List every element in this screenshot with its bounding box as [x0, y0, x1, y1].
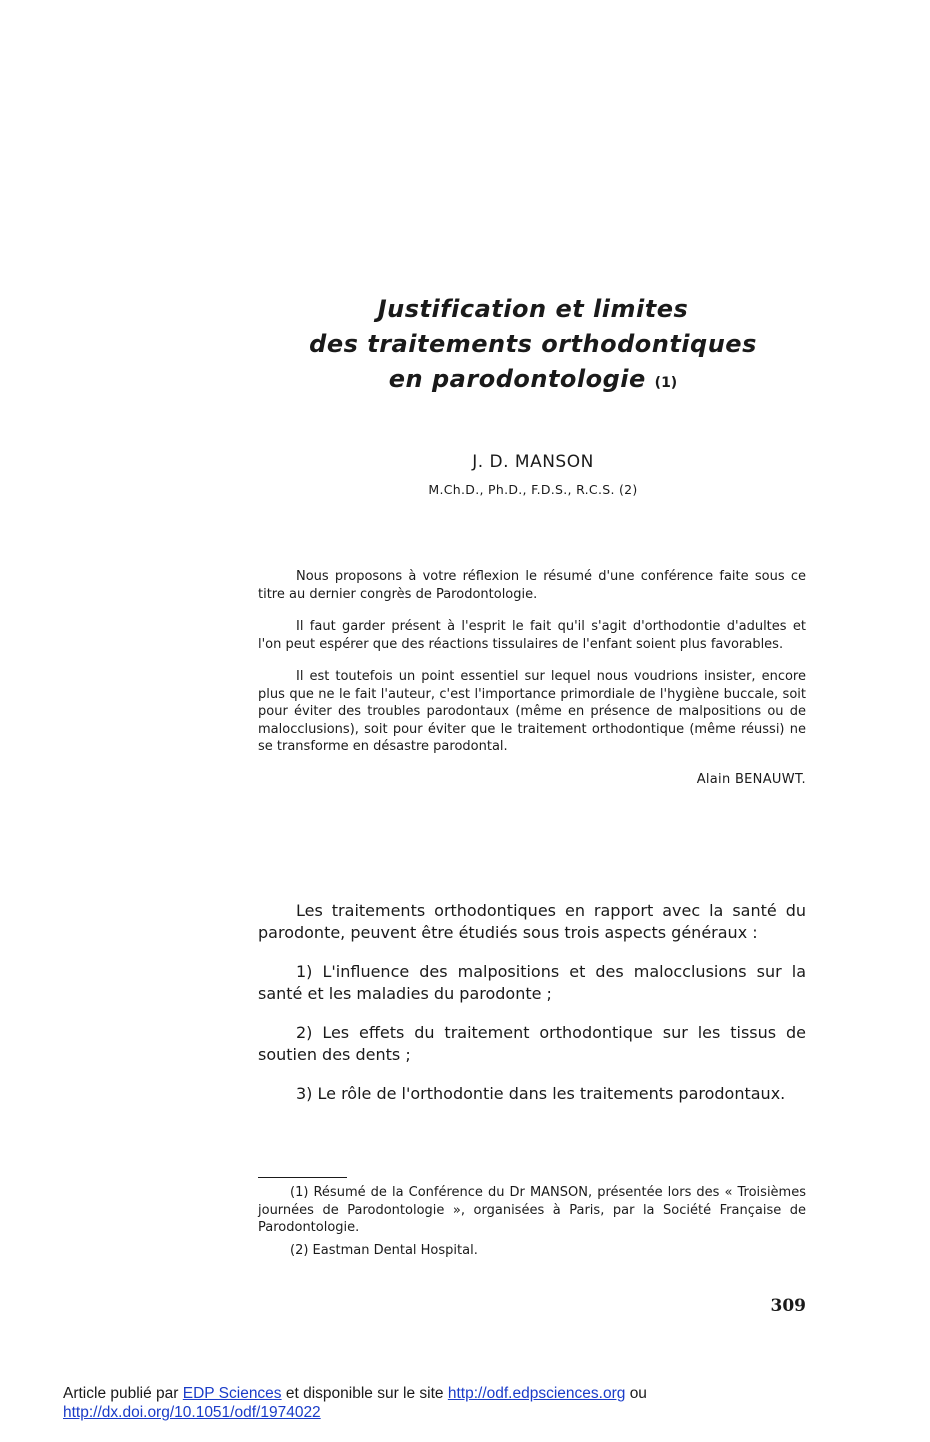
journal-site-link[interactable]: http://odf.edpsciences.org — [447, 1385, 626, 1402]
body-paragraph: 2) Les effets du traitement orthodontique sur les tissus de soutien des dents ; — [258, 1023, 806, 1064]
body-paragraph: Les traitements orthodontiques en rapport avec la santé du parodonte, peuvent être étudiés sous trois aspects généraux : — [258, 901, 806, 942]
edp-sciences-link[interactable]: EDP Sciences — [182, 1385, 282, 1402]
intro-signature: Alain BENAUWT. — [696, 771, 806, 787]
footnote-divider — [258, 1177, 347, 1178]
title-line-1: Justification et limites — [377, 295, 689, 323]
author-name: J. D. MANSON — [472, 452, 594, 472]
page-number: 309 — [770, 1296, 806, 1316]
publisher-prefix: Article publié par — [63, 1385, 179, 1402]
author-degrees: M.Ch.D., Ph.D., F.D.S., R.C.S. (2) — [428, 482, 638, 497]
article-title — [258, 292, 808, 401]
publisher-suffix: ou — [629, 1385, 647, 1402]
intro-paragraph: Nous proposons à votre réflexion le résumé d'une conférence faite sous ce titre au dernier congrès de Parodontologie. — [258, 569, 806, 602]
body-paragraph: 3) Le rôle de l'orthodontie dans les traitements parodontaux. — [296, 1084, 786, 1103]
footnote-1: (1) Résumé de la Conférence du Dr MANSON, présentée lors des « Troisièmes journées de Parodontologie », organisées à Paris, par la Société Française de Parodontologie. — [258, 1185, 806, 1235]
title-line-3-text: en parodontologie — [388, 365, 646, 393]
title-footnote-ref: (1) — [654, 375, 678, 391]
editorial-introduction — [258, 568, 806, 803]
title-line-3 — [258, 362, 808, 401]
title-line-2: des traitements orthodontiques — [309, 330, 757, 358]
doi-link[interactable]: http://dx.doi.org/10.1051/odf/1974022 — [63, 1404, 321, 1421]
article-body — [258, 900, 806, 1122]
intro-paragraph: Il faut garder présent à l'esprit le fait qu'il s'agit d'orthodontie d'adultes et l'on peut espérer que des réactions tissulaires de l'enfant soient plus favorables. — [258, 619, 806, 652]
publisher-notice — [63, 1384, 883, 1422]
body-paragraph: 1) L'influence des malpositions et des malocclusions sur la santé et les maladies du parodonte ; — [258, 962, 806, 1003]
intro-paragraph: Il est toutefois un point essentiel sur lequel nous voudrions insister, encore plus que ne le fait l'auteur, c'est l'importance primordiale de l'hygiène buccale, soit pour éviter des troubles parodontaux (même en présence de malpositions ou de malocclusions), soit pour éviter que le traitement orthodontique (même réussi) ne se transforme en désastre parodontal. — [258, 669, 806, 754]
publisher-middle: et disponible sur le site — [285, 1385, 444, 1402]
footnote-2: (2) Eastman Dental Hospital. — [290, 1242, 478, 1258]
footnotes — [258, 1184, 806, 1264]
